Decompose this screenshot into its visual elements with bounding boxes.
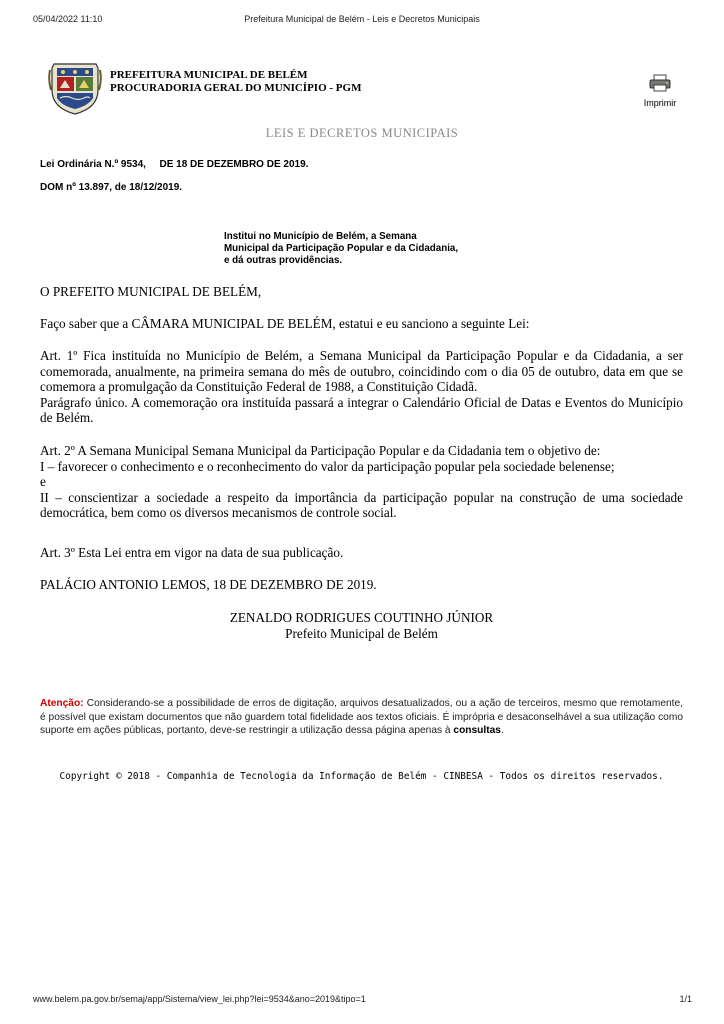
print-datetime: 05/04/2022 11:10 [33,14,103,24]
article-2-item-i: I – favorecer o conhecimento e o reconhecimento do valor da participação popular pela sociedade belenense; [40,458,615,474]
signer-name: ZENALDO RODRIGUES COUTINHO JÚNIOR [229,610,494,625]
disclaimer-end: . [500,725,504,737]
print-page-title: Prefeitura Municipal de Belém - Leis e Decretos Municipais [244,14,480,24]
article-1-text: Art. 1º Fica instituída no Município de Belém, a Semana Municipal da Participação Popular e da Cidadania, a ser comemorada, anualmente, na primeira semana do mês de outubro, coincidindo com o dia 05 de outubro, data em que se comemora a promulgação da Constituição Federal de 1988, a Constituição Cidadã. [40,348,683,394]
signature-block [40,610,683,641]
belem-coat-of-arms-logo [48,60,102,116]
disclaimer-notice [40,697,683,738]
article-2 [40,443,683,521]
copyright-notice: Copyright © 2018 - Companhia de Tecnologia da Informação de Belém - CINBESA - Todos os direitos reservados. [59,771,664,782]
org-name: PREFEITURA MUNICIPAL DE BELÉM [110,69,308,81]
dom-line: DOM nº 13.897, de 18/12/2019. [40,182,183,193]
law-date: DE 18 DE DEZEMBRO DE 2019. [159,159,309,170]
place-and-date: PALÁCIO ANTONIO LEMOS, 18 DE DEZEMBRO DE 2019. [40,577,377,592]
law-summary-line: Institui no Município de Belém, a Semana [224,231,417,242]
enactment-clause: Faço saber que a CÂMARA MUNICIPAL DE BELÉM, estatui e eu sanciono a seguinte Lei: [40,316,530,331]
article-1-paragraph: Parágrafo único. A comemoração ora instituída passará a integrar o Calendário Oficial de Datas e Eventos do Município de Belém. [40,394,683,425]
article-3: Art. 3º Esta Lei entra em vigor na data de sua publicação. [40,545,344,560]
law-summary [224,231,458,267]
org-heading [110,69,361,95]
law-summary-line: Municipal da Participação Popular e da Cidadania, [224,243,459,254]
signer-title: Prefeito Municipal de Belém [285,625,438,641]
law-summary-line: e dá outras providências. [224,255,343,266]
section-title: LEIS E DECRETOS MUNICIPAIS [265,126,459,140]
print-url: www.belem.pa.gov.br/semaj/app/Sistema/view_lei.php?lei=9534&ano=2019&tipo=1 [33,994,366,1004]
disclaimer-text: Considerando-se a possibilidade de erros de digitação, arquivos desatualizados, ou a ação de terceiros, mesmo que remotamente, é possível que existam documentos que não guardem total fidelidade aos textos oficiais. É imprópria e desaconselhável a sua utilização como suporte em ações públicas, portanto, deve-se restringir a utilização dessa página apenas à [40,698,683,737]
article-2-conjunction: e [40,474,46,489]
print-label: Imprimir [643,98,677,108]
attention-label: Atenção: [40,698,84,709]
law-number: Lei Ordinária N.º 9534, [40,159,146,170]
disclaimer-emphasis: consultas [453,725,501,737]
page-number: 1/1 [679,994,692,1004]
law-number-line [40,159,308,170]
preamble-heading: O PREFEITO MUNICIPAL DE BELÉM, [40,284,262,299]
article-2-text: Art. 2º A Semana Municipal Semana Municipal da Participação Popular e da Cidadania tem o objetivo de: [40,443,601,458]
article-2-item-ii: II – conscientizar a sociedade a respeito da importância da participação popular na construção de uma sociedade democrática, bem como os diversos mecanismos de controle social. [40,489,683,520]
printer-icon [649,74,671,92]
article-1 [40,348,683,426]
org-department: PROCURADORIA GERAL DO MUNICÍPIO - PGM [110,82,362,94]
print-button[interactable] [640,74,680,108]
